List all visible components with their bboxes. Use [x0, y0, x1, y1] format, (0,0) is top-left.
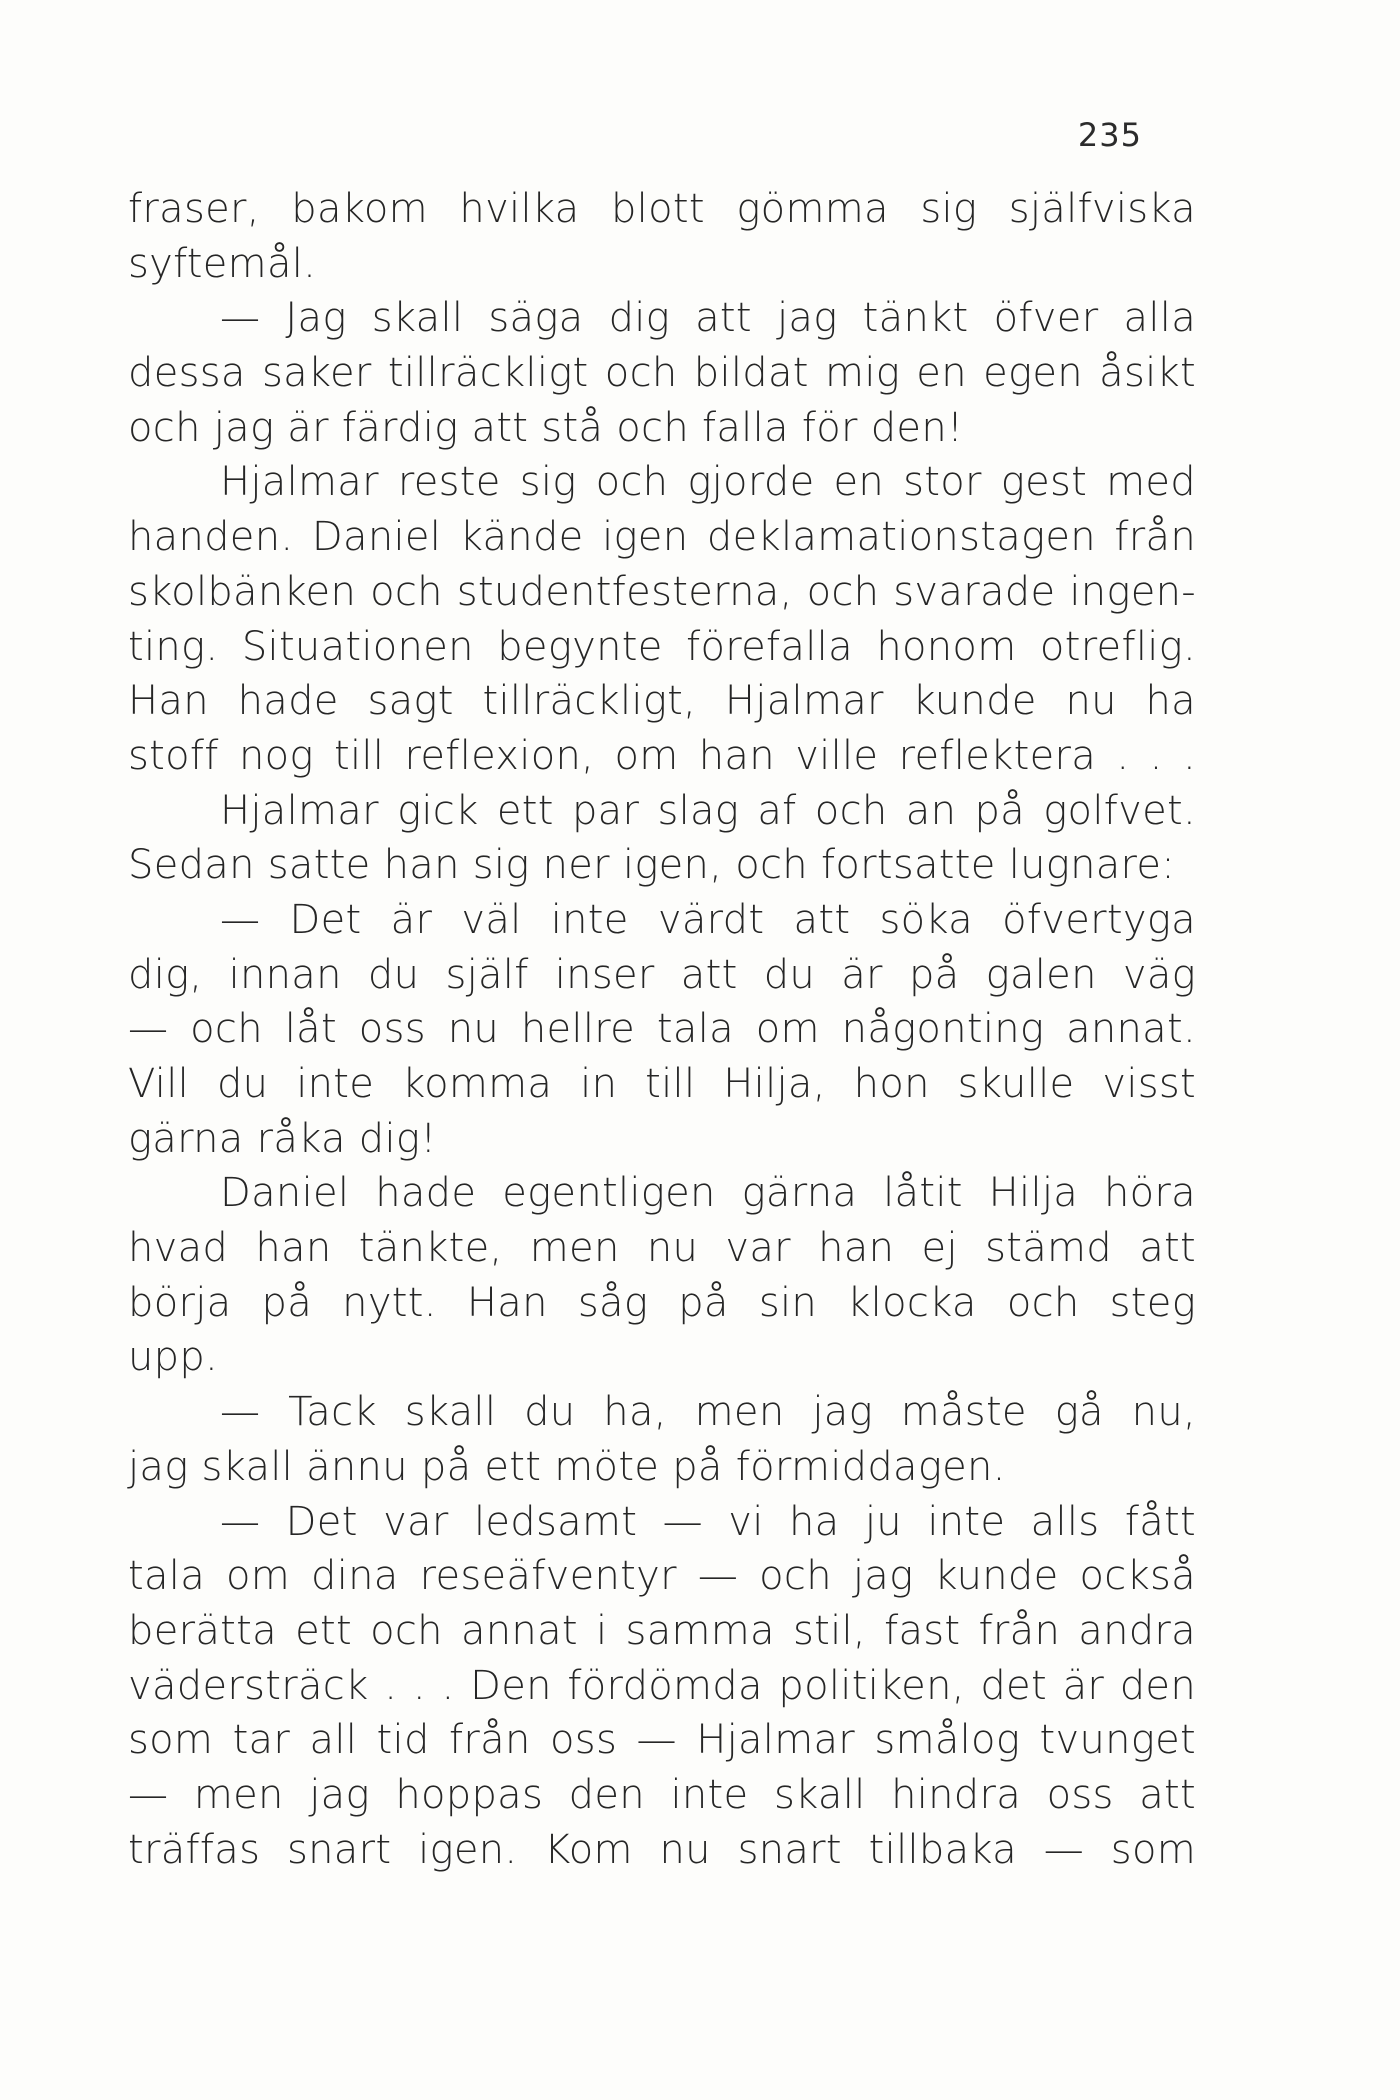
- text-line: dessa saker tillräckligt och bildat mig en egen åsikt: [128, 350, 1196, 397]
- text-line: fraser, bakom hvilka blott gömma sig själfviska: [128, 186, 1196, 232]
- text-line: vädersträck . . . Den fördömda politiken, det är den: [128, 1662, 1196, 1709]
- text-line: Vill du inte komma in till Hilja, hon skulle visst: [128, 1061, 1196, 1107]
- text-line: hvad han tänkte, men nu var han ej stämd att: [128, 1225, 1196, 1272]
- text-line: som tar all tid från oss — Hjalmar smålog tvunget: [128, 1717, 1196, 1764]
- text-line: — Det var ledsamt — vi ha ju inte alls fått: [220, 1498, 1196, 1545]
- text-line: — Det är väl inte värdt att söka öfvertyga: [220, 896, 1196, 943]
- text-line: berätta ett och annat i samma stil, fast från andra: [128, 1607, 1196, 1654]
- text-line: upp.: [128, 1334, 219, 1381]
- text-line: Daniel hade egentligen gärna låtit Hilja höra: [220, 1170, 1196, 1217]
- text-line: och jag är färdig att stå och falla för den!: [128, 404, 964, 451]
- text-line: jag skall ännu på ett möte på förmiddagen.: [128, 1443, 1006, 1490]
- text-line: stoff nog till reflexion, om han ville reflektera . . .: [128, 732, 1196, 779]
- text-line: ting. Situationen begynte förefalla honom otreflig.: [128, 623, 1196, 670]
- text-line: handen. Daniel kände igen deklamationstagen från: [128, 514, 1196, 561]
- text-line: — Jag skall säga dig att jag tänkt öfver alla: [220, 295, 1196, 342]
- text-line: Sedan satte han sig ner igen, och fortsatte lugnare:: [128, 842, 1176, 889]
- text-line: syftemål.: [128, 240, 317, 287]
- text-line: dig, innan du själf inser att du är på galen väg: [128, 951, 1196, 998]
- text-line: träffas snart igen. Kom nu snart tillbaka — som: [128, 1826, 1196, 1873]
- text-line: skolbänken och studentfesterna, och svarade ingen-: [128, 568, 1196, 615]
- text-line: Hjalmar reste sig och gjorde en stor gest med: [220, 459, 1196, 506]
- text-line: Han hade sagt tillräckligt, Hjalmar kunde nu ha: [128, 678, 1196, 725]
- text-line: Hjalmar gick ett par slag af och an på golfvet.: [220, 787, 1196, 834]
- body-text: [128, 182, 1196, 1877]
- text-line: — Tack skall du ha, men jag måste gå nu,: [220, 1389, 1196, 1436]
- text-line: tala om dina reseäfventyr — och jag kunde också: [128, 1553, 1196, 1600]
- text-line: — men jag hoppas den inte skall hindra oss att: [128, 1771, 1196, 1818]
- text-line: — och låt oss nu hellre tala om någonting annat.: [128, 1006, 1196, 1053]
- text-line: gärna råka dig!: [128, 1115, 437, 1162]
- page-number: 235: [1077, 116, 1142, 154]
- text-line: börja på nytt. Han såg på sin klocka och steg: [128, 1279, 1196, 1326]
